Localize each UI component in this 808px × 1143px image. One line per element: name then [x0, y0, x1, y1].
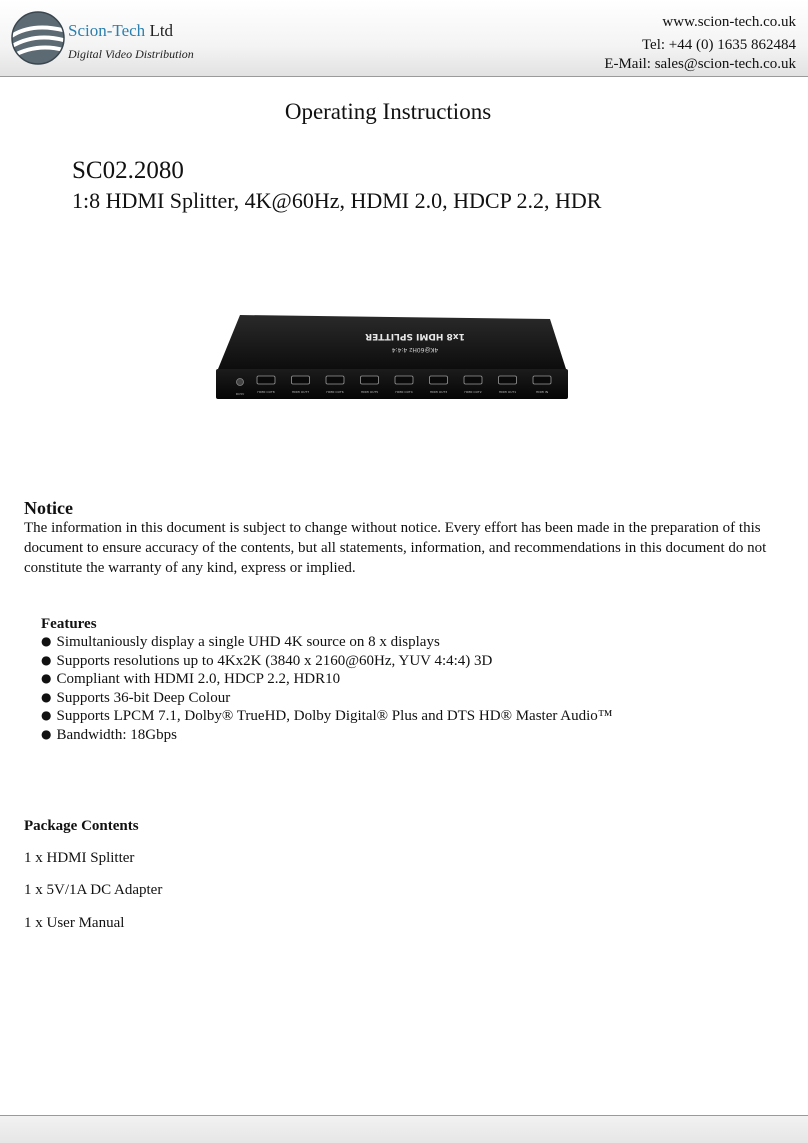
package-contents-title: Package Contents	[24, 818, 139, 834]
feature-item: ● Simultaniously display a single UHD 4K source on 8 x displays	[41, 633, 613, 652]
model-number: SC02.2080	[72, 157, 184, 184]
company-name-brand: Scion-Tech	[68, 21, 146, 40]
port-label: HDMI IN	[535, 390, 549, 394]
dc-power-jack	[237, 379, 244, 386]
product-subtitle: 1:8 HDMI Splitter, 4K@60Hz, HDMI 2.0, HDCP 2.2, HDR	[72, 188, 602, 213]
port-label: DC5V	[235, 392, 245, 396]
company-name	[68, 21, 173, 41]
feature-item: ● Bandwidth: 18Gbps	[41, 726, 613, 745]
feature-item: ● Supports resolutions up to 4Kx2K (3840 x 2160@60Hz, YUV 4:4:4) 3D	[41, 652, 613, 671]
package-item: 1 x 5V/1A DC Adapter	[24, 882, 163, 898]
splitter-label: 1x8 HDMI SPLITTER	[365, 331, 465, 341]
hdmi-port	[292, 376, 310, 384]
hdmi-port	[464, 376, 482, 384]
port-label: HDMI OUT2	[464, 390, 482, 394]
port-label: HDMI OUT3	[429, 390, 448, 394]
hdmi-port	[430, 376, 448, 384]
product-photo	[210, 305, 572, 415]
hdmi-port	[361, 376, 379, 384]
hdmi-port	[533, 376, 551, 384]
feature-item: ● Supports 36-bit Deep Colour	[41, 689, 613, 708]
company-name-suffix: Ltd	[145, 21, 174, 40]
port-label: HDMI OUT5	[360, 390, 379, 394]
feature-item: ● Compliant with HDMI 2.0, HDCP 2.2, HDR10	[41, 670, 613, 689]
document-heading: Operating Instructions	[284, 99, 492, 124]
scion-tech-globe-logo-icon	[10, 10, 66, 66]
email-link[interactable]: E-Mail: sales@scion-tech.co.uk	[604, 56, 796, 72]
notice-body: The information in this document is subject to change without notice. Every effort has been made in the preparation of this document to ensure accuracy of the contents, but all statements, information, and recommendations in this document do not constitute the warranty of any kind, express or implied.	[24, 520, 767, 576]
splitter-sublabel: 4K@60Hz 4:4:4	[391, 346, 439, 353]
port-label: HDMI OUT6	[326, 390, 344, 394]
page-header	[0, 0, 808, 77]
company-tagline: Digital Video Distribution	[68, 47, 194, 61]
feature-item: ● Supports LPCM 7.1, Dolby® TrueHD, Dolby Digital® Plus and DTS HD® Master Audio™	[41, 707, 613, 726]
hdmi-port	[257, 376, 275, 384]
port-label: HDMI OUT1	[498, 390, 517, 394]
notice-title: Notice	[24, 498, 73, 518]
package-item: 1 x HDMI Splitter	[24, 850, 135, 866]
splitter-top-face	[218, 315, 566, 369]
hdmi-port	[499, 376, 517, 384]
page-footer	[0, 1115, 808, 1143]
features-list	[41, 633, 613, 745]
hdmi-port	[326, 376, 344, 384]
port-label: HDMI OUT4	[395, 390, 413, 394]
hdmi-port	[395, 376, 413, 384]
port-label: HDMI OUT7	[291, 390, 310, 394]
phone-number: Tel: +44 (0) 1635 862484	[641, 37, 796, 53]
features-title: Features	[41, 616, 97, 632]
port-label: HDMI OUT8	[257, 390, 275, 394]
package-item: 1 x User Manual	[24, 915, 125, 931]
website-link[interactable]: www.scion-tech.co.uk	[662, 14, 796, 30]
